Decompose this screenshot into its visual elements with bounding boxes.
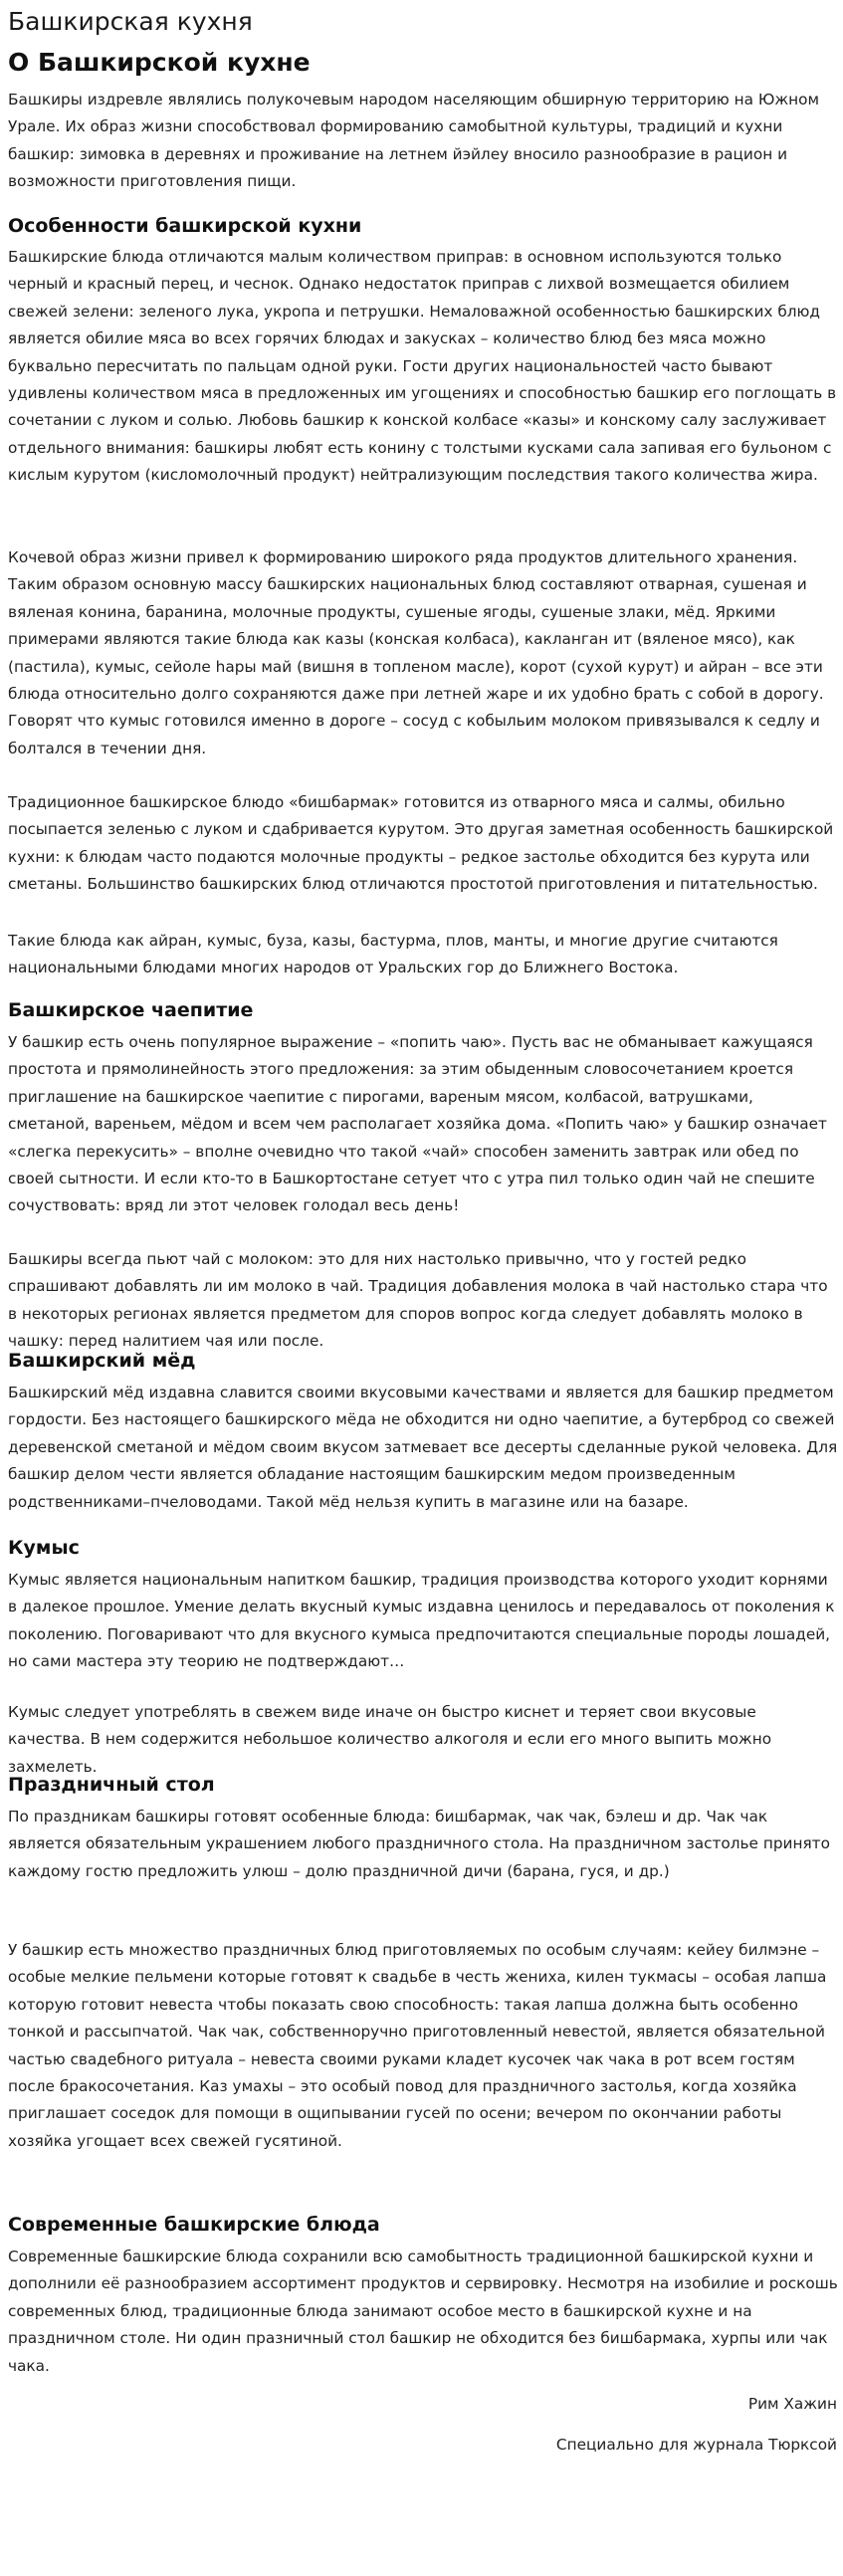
section-heading-tea: Башкирское чаепитие xyxy=(8,999,254,1021)
features-paragraph-3: Традиционное башкирское блюдо «бишбармак» готовится из отварного мяса и салмы, обильно посыпается зеленью с луком и сдабривается курутом. Это другая заметная особенность башкирской кухни: к блюдам часто подаются молочные продукты – редкое застолье обходится без курута или сметаны. Большинство башкирских блюд отличаются простотой приготовления и питательностью. xyxy=(8,793,834,894)
kumis-paragraph-1: Кумыс является национальным напитком башкир, традиция производства которого уходит корнями в далекое прошлое. Умение делать вкусный кумыс издавна ценилось и передавалось от поколения к поколению. Поговаривают что для вкусного кумыса предпочитаются специальные породы лошадей, но сами мастера эту теорию не подтверждают… xyxy=(8,1571,835,1671)
features-paragraph-1: Башкирские блюда отличаются малым количеством приправ: в основном используются только черный и красный перец, и чеснок. Однако недостаток приправ с лихвой возмещается обилием свежей зелени: зеленого лука, укропа и петрушки. Немаловажной особенностью башкирских блюд является обилие мяса во всех горячих блюдах и закусках – количество блюд без мяса можно буквально пересчитать по пальцам одной руки. Гости других национальностей часто бывают удивлены количеством мяса в предложенных им угощениях и способностью башкир его поглощать в сочетании с луком и солью. Любовь башкир к конской колбасе «казы» и конскому салу заслуживает отдельного внимания: башкиры любят есть конину с толстыми кусками сала запивая его бульоном с кислым курутом (кисломолочный продукт) нейтрализующим последствия такого количества жира. xyxy=(8,248,837,485)
intro-paragraph: Башкиры издревле являлись полукочевым народом населяющим обширную территорию на Южном Урале. Их образ жизни способствовал формированию самобытной культуры, традиций и кухни башкир: зимовка в деревнях и проживание на летнем йэйлеу вносило разнообразие в рацион и возможности приготовления пищи. xyxy=(8,91,820,191)
kumis-paragraph-2: Кумыс следует употреблять в свежем виде иначе он быстро киснет и теряет свои вкусовые качества. В нем содержится небольшое количество алкоголя и если его много выпить можно захмелеть. xyxy=(8,1703,772,1776)
section-heading-honey: Башкирский мёд xyxy=(8,1350,196,1372)
article-title: О Башкирской кухне xyxy=(8,48,311,77)
honey-paragraph: Башкирский мёд издавна славится своими вкусовыми качествами и является для башкир предметом гордости. Без настоящего башкирского мёда не обходится ни одно чаепитие, а бутерброд со свежей деревенской сметаной и мёдом своим вкусом затмевает все десерты сделанные рукой человека. Для башкир делом чести является обладание настоящим башкирским медом произведенным родственниками–пчеловодами. Такой мёд нельзя купить в магазине или на базаре. xyxy=(8,1384,838,1511)
section-heading-kumis: Кумыс xyxy=(8,1537,80,1559)
features-paragraph-2: Кочевой образ жизни привел к формированию широкого ряда продуктов длительного хранения. Таким образом основную массу башкирских национальных блюд составляют отварная, сушеная и вяленая конина, баранина, молочные продукты, сушеные ягоды, сушеные злаки, мёд. Яркими примерами являются такие блюда как казы (конская колбаса), какланган ит (вяленое мясо), как (пастила), кумыс, сейоле hары май (вишня в топленом масле), корот (сухой курут) и айран – все эти блюда относительно долго сохраняются даже при летней жаре и их удобно брать с собой в дорогу. Говорят что кумыс готовился именно в дороге – сосуд с кобыльим молоком привязывался к седлу и болтался в течении дня. xyxy=(8,548,824,757)
tea-paragraph-1: У башкир есть очень популярное выражение – «попить чаю». Пусть вас не обманывает кажущаяся простота и прямолинейность этого предложения: за этим обыденным словосочетанием кроется приглашение на башкирское чаепитие с пирогами, вареным мясом, колбасой, ватрушками, сметаной, вареньем, мёдом и всем чем располагает хозяйка дома. «Попить чаю» у башкир означает «слегка перекусить» – вполне очевидно что такой «чай» способен заменить завтрак или обед по своей сытности. И если кто-то в Башкортостане сетует что с утра пил только один чай не спешите сочуствовать: вряд ли этот человек голодал весь день! xyxy=(8,1033,827,1215)
tea-paragraph-2: Башкиры всегда пьют чай с молоком: это для них настолько привычно, что у гостей редко спрашивают добавлять ли им молоко в чай. Традиция добавления молока в чай настолько стара что в некоторых регионах является предметом для споров вопрос когда следует добавлять молоко в чашку: перед налитием чая или после. xyxy=(8,1250,828,1351)
features-paragraph-4: Такие блюда как айран, кумыс, буза, казы, бастурма, плов, манты, и многие другие считаются национальными блюдами многих народов от Уральских гор до Ближнего Востока. xyxy=(8,932,778,977)
festive-paragraph-2: У башкир есть множество праздничных блюд приготовляемых по особым случаям: кейеу билмэне – особые мелкие пельмени которые готовят к свадьбе в честь жениха, килен тукмасы – особая лапша которую готовит невеста чтобы показать свою способность: такая лапша должна быть особенно тонкой и рассыпчатой. Чак чак, собственноручно приготовленный невестой, является обязательной частью свадебного ритуала – невеста своими руками кладет кусочек чак чака в рот всем гостям после бракосочетания. Каз умахы – это особый повод для праздничного застолья, когда хозяйка приглашает соседок для помощи в ощипывании гусей по осени; вечером по окончании работы хозяйка угощает всех свежей гусятиной. xyxy=(8,1941,827,2150)
section-heading-features: Особенности башкирской кухни xyxy=(8,215,362,237)
publication-note: Специально для журнала Тюрксой xyxy=(555,2436,837,2454)
festive-paragraph-1: По праздникам башкиры готовят особенные блюда: бишбармак, чак чак, бэлеш и др. Чак чак является обязательным украшением любого праздничного стола. На праздничном застолье принято каждому гостю предложить улюш – долю праздничной дичи (барана, гуся, и др.) xyxy=(8,1808,830,1880)
section-heading-modern: Современные башкирские блюда xyxy=(8,2214,380,2236)
section-heading-festive: Праздничный стол xyxy=(8,1774,215,1796)
modern-paragraph: Современные башкирские блюда сохранили всю самобытность традиционной башкирской кухни и дополнили её разнообразием ассортимент продуктов и сервировку. Несмотря на изобилие и роскошь современных блюд, традиционные блюда занимают особое место в башкирской кухне и на праздничном столе. Ни один празничный стол башкир не обходится без бишбармака, хурпы или чак чака. xyxy=(8,2248,838,2375)
page-title: Башкирская кухня xyxy=(8,7,253,36)
author-signature: Рим Хажин xyxy=(747,2395,837,2413)
